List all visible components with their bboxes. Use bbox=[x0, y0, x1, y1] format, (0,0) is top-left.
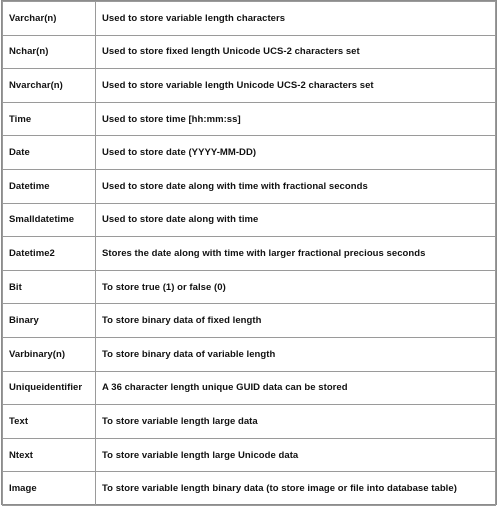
data-type-cell: Smalldatetime bbox=[3, 203, 96, 237]
description-cell: Used to store time [hh:mm:ss] bbox=[96, 102, 496, 136]
description-cell: Used to store variable length characters bbox=[96, 2, 496, 36]
description-cell: To store binary data of fixed length bbox=[96, 304, 496, 338]
description-cell: To store binary data of variable length bbox=[96, 337, 496, 371]
data-type-cell: Binary bbox=[3, 304, 96, 338]
data-type-cell: Date bbox=[3, 136, 96, 170]
table-row bbox=[3, 270, 496, 304]
table-row bbox=[3, 472, 496, 506]
description-cell: To store variable length large data bbox=[96, 405, 496, 439]
table-row bbox=[3, 35, 496, 69]
table-row bbox=[3, 237, 496, 271]
data-type-cell: Varbinary(n) bbox=[3, 337, 96, 371]
data-types-table-body bbox=[3, 2, 496, 506]
data-type-cell: Ntext bbox=[3, 438, 96, 472]
data-type-cell: Nvarchar(n) bbox=[3, 69, 96, 103]
data-type-cell: Image bbox=[3, 472, 96, 506]
table-row bbox=[3, 371, 496, 405]
data-type-cell: Text bbox=[3, 405, 96, 439]
table-row bbox=[3, 405, 496, 439]
data-type-cell: Uniqueidentifier bbox=[3, 371, 96, 405]
data-type-cell: Time bbox=[3, 102, 96, 136]
data-type-cell: Datetime bbox=[3, 169, 96, 203]
description-cell: Stores the date along with time with larger fractional precious seconds bbox=[96, 237, 496, 271]
description-cell: Used to store date (YYYY-MM-DD) bbox=[96, 136, 496, 170]
data-type-cell: Varchar(n) bbox=[3, 2, 96, 36]
description-cell: To store variable length binary data (to store image or file into database table) bbox=[96, 472, 496, 506]
table-row bbox=[3, 304, 496, 338]
data-type-cell: Bit bbox=[3, 270, 96, 304]
table-row bbox=[3, 438, 496, 472]
table-row bbox=[3, 337, 496, 371]
table-row bbox=[3, 2, 496, 36]
description-cell: A 36 character length unique GUID data can be stored bbox=[96, 371, 496, 405]
data-types-table bbox=[2, 1, 496, 506]
table-row bbox=[3, 136, 496, 170]
description-cell: To store variable length large Unicode data bbox=[96, 438, 496, 472]
description-cell: Used to store date along with time bbox=[96, 203, 496, 237]
table-row bbox=[3, 169, 496, 203]
description-cell: To store true (1) or false (0) bbox=[96, 270, 496, 304]
table-row bbox=[3, 102, 496, 136]
table-row bbox=[3, 69, 496, 103]
data-type-cell: Datetime2 bbox=[3, 237, 96, 271]
data-types-table-container bbox=[1, 0, 497, 505]
description-cell: Used to store date along with time with fractional seconds bbox=[96, 169, 496, 203]
data-type-cell: Nchar(n) bbox=[3, 35, 96, 69]
description-cell: Used to store variable length Unicode UCS-2 characters set bbox=[96, 69, 496, 103]
description-cell: Used to store fixed length Unicode UCS-2 characters set bbox=[96, 35, 496, 69]
table-row bbox=[3, 203, 496, 237]
